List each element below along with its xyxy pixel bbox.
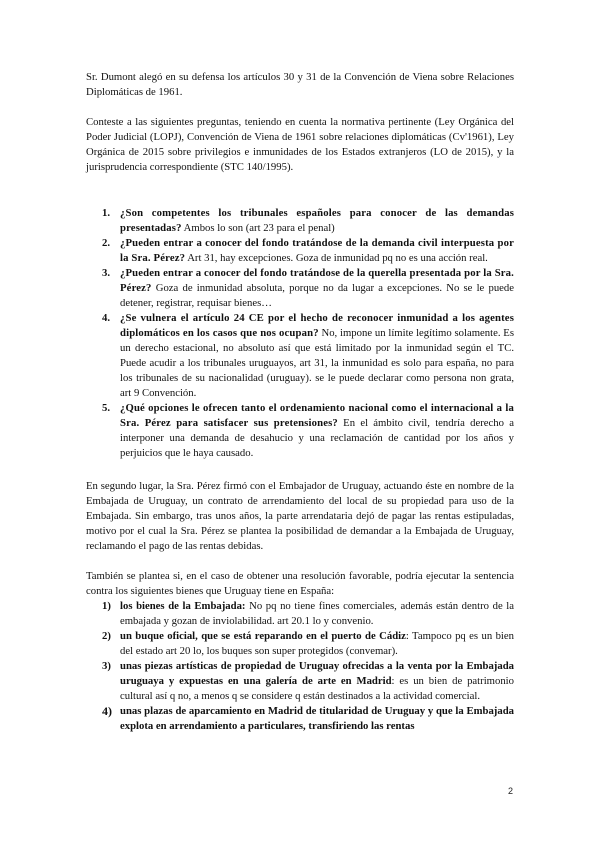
spacer [86,100,514,115]
asset-text: : es un bien de patrimonio cultural así q no, a menos q se considere q están destinados a la actividad comercial. [120,675,514,702]
asset-item [86,704,514,734]
question-item [86,206,514,236]
spacer [86,554,514,569]
question-answer: No, impone un límite legítimo solamente. Es un derecho estacional, no absoluto así que está limitado por la inmunidad según el TC. Puede acudir a los tribunales uruguayos, art 31, la inmunidad es solo para españa, no para los tribunales de su nacionalidad (uruguay). se le puede declarar como persona non grata, art 9 Convención. [120,327,514,399]
question-text: ¿Se vulnera el artículo 24 CE por el hecho de reconocer inmunidad a los agentes diplomáticos en los casos que nos ocupan? [120,312,514,339]
asset-text: : Tampoco pq es un bien del estado art 20 lo, los buques son super protegidos (convemar). [120,630,514,657]
question-answer: En el ámbito civil, tendría derecho a interponer una demanda de desahucio y una reclamación de cantidad por los años y perjuicios que le haya causado. [120,417,514,459]
question-number: 2. [102,237,111,249]
intro-paragraph: Sr. Dumont alegó en su defensa los artículos 30 y 31 de la Convención de Viena sobre Relaciones Diplomáticas de 1961. [86,71,514,98]
assets-list [86,599,514,734]
asset-text: No pq no tiene fines comerciales, además están dentro de la embajada y gozan de inviolabilidad. art 20.1 lo y convenio. [120,600,515,627]
question-number: 3. [102,267,111,279]
instructions-paragraph: Conteste a las siguientes preguntas, teniendo en cuenta la normativa pertinente (Ley Orgánica del Poder Judicial (LOPJ), Convención de Viena de 1961 sobre relaciones diplomáticas (Cv'1961), Ley Orgánica de 2015 sobre privilegios e inmunidades de los Estados extranjeros (LO de 2015), y la jurisprudencia correspondiente (STC 140/1995). [86,116,514,173]
question-number: 5. [102,402,111,414]
asset-item [86,599,514,629]
question-text: ¿Son competentes los tribunales españoles para conocer de las demandas presentadas? [120,207,514,234]
asset-number: 1) [102,600,111,612]
question-item [86,401,514,461]
question-number: 4. [102,312,111,324]
questions-list [86,206,514,461]
question-item [86,311,514,401]
asset-item [86,659,514,704]
asset-title: un buque oficial, que se está reparando en el puerto de Cádiz [120,630,406,642]
asset-number: 4) [102,704,112,718]
question-text: ¿Pueden entrar a conocer del fondo tratándose de la querella presentada por la Sra. Pérez? [120,267,514,294]
asset-title: los bienes de la Embajada: [120,600,246,612]
question-text: ¿Qué opciones le ofrecen tanto el ordenamiento nacional como el internacional a la Sra. Pérez para satisfacer sus pretensiones? [120,402,514,429]
question-item [86,236,514,266]
asset-number: 3) [102,660,111,672]
asset-title: unas plazas de aparcamiento en Madrid de titularidad de Uruguay y que la Embajada explota en arrendamiento a particulares, transfiriendo las rentas [120,705,514,732]
question-answer: Art 31, hay excepciones. Goza de inmunidad pq no es una acción real. [185,252,488,264]
question-answer: Ambos lo son (art 23 para el penal) [181,222,335,234]
question-item [86,266,514,311]
question-text: ¿Pueden entrar a conocer del fondo tratándose de la demanda civil interpuesta por la Sra. Pérez? [120,237,514,264]
asset-title: unas piezas artísticas de propiedad de Uruguay ofrecidas a la venta por la Embajada uruguaya y expuestas en una galería de arte en Madrid [120,660,514,687]
second-case-paragraph: En segundo lugar, la Sra. Pérez firmó con el Embajador de Uruguay, actuando éste en nombre de la Embajada de Uruguay, un contrato de arrendamiento del local de su propiedad para uso de la Embajada. Sin embargo, tras unos años, la parte arrendataria dejó de pagar las rentas estipuladas, motivo por el cual la Sra. Pérez se plantea la posibilidad de demandar a la Embajada de Uruguay, reclamando el pago de las rentas debidas. [86,480,514,552]
document-body [86,70,514,734]
asset-number: 2) [102,630,111,642]
asset-item [86,629,514,659]
execution-paragraph: También se plantea si, en el caso de obtener una resolución favorable, podría ejecutar la sentencia contra los siguientes bienes que Uruguay tiene en España: [86,570,514,597]
question-answer: Goza de inmunidad absoluta, porque no da lugar a excepciones. No se le puede detener, registrar, requisar bienes… [120,282,514,309]
page-number: 2 [508,786,514,796]
spacer [86,461,514,479]
spacer [86,175,514,206]
question-number: 1. [102,207,111,219]
